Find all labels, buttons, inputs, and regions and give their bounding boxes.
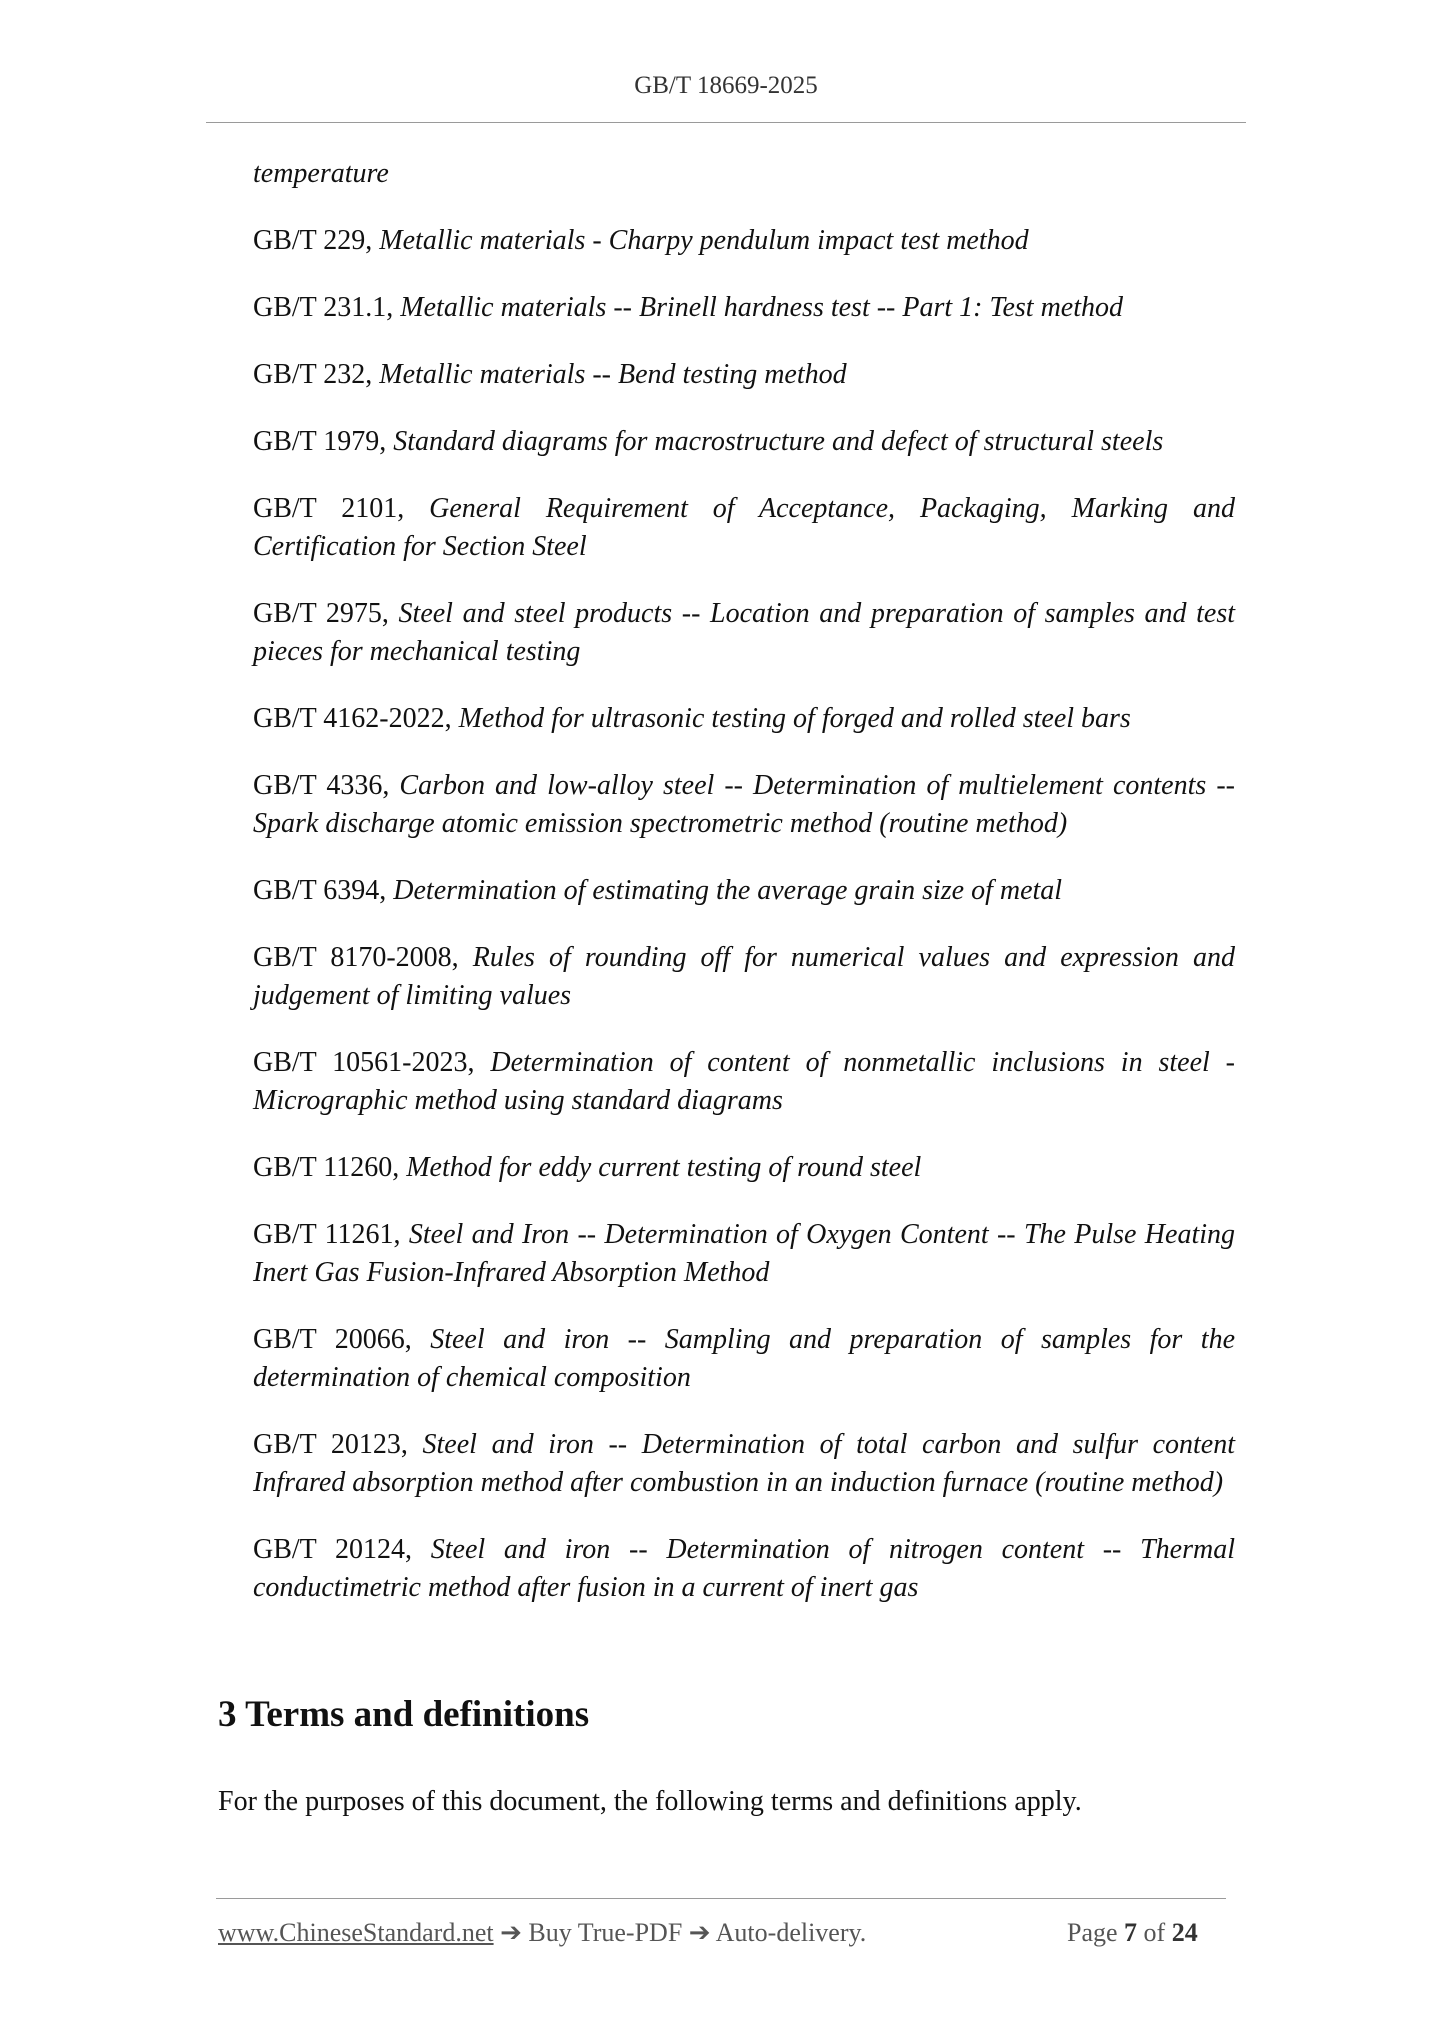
reference-title: Rules of rounding off for numerical values and expression and judgement of limiting values	[253, 942, 1235, 1011]
reference-title: Metallic materials -- Brinell hardness test -- Part 1: Test method	[400, 292, 1124, 323]
reference-entry	[253, 700, 1235, 738]
reference-entry	[253, 423, 1235, 461]
reference-title: Carbon and low-alloy steel -- Determination of multielement contents -- Spark discharge atomic emission spectrometric method (routine method)	[253, 770, 1236, 839]
reference-title: Steel and iron -- Determination of nitrogen content -- Thermal conductimetric method after fusion in a current of inert gas	[253, 1534, 1236, 1603]
reference-code: GB/T 229,	[253, 225, 380, 256]
reference-entry	[253, 289, 1235, 327]
reference-entry	[253, 1149, 1235, 1187]
reference-entry	[253, 1216, 1235, 1292]
reference-entry	[253, 155, 1235, 193]
page-number: 7	[1124, 1918, 1138, 1947]
footer-promo	[218, 1918, 866, 1948]
reference-entry	[253, 356, 1235, 394]
reference-code: GB/T 20123,	[253, 1429, 423, 1460]
header-divider	[206, 122, 1246, 123]
of-label: of	[1137, 1918, 1172, 1947]
reference-title: Metallic materials -- Bend testing method	[379, 359, 847, 390]
arrow-right-icon: ➔	[493, 1918, 529, 1947]
reference-title: Steel and steel products -- Location and preparation of samples and test pieces for mechanical testing	[253, 598, 1236, 667]
page-header: GB/T 18669-2025	[634, 72, 818, 99]
reference-entry	[253, 872, 1235, 910]
footer-divider	[216, 1898, 1226, 1899]
reference-title: temperature	[253, 158, 389, 189]
reference-code: GB/T 231.1,	[253, 292, 401, 323]
reference-title: Method for eddy current testing of round steel	[406, 1152, 922, 1183]
reference-code: GB/T 4162-2022,	[253, 703, 459, 734]
section-paragraph: For the purposes of this document, the following terms and definitions apply.	[218, 1786, 1082, 1817]
reference-entry	[253, 939, 1235, 1015]
reference-code: GB/T 20124,	[253, 1534, 431, 1565]
page-label: Page	[1067, 1918, 1125, 1947]
reference-code: GB/T 2101,	[253, 493, 430, 524]
reference-code: GB/T 1979,	[253, 426, 394, 457]
reference-code: GB/T 8170-2008,	[253, 942, 473, 973]
reference-code: GB/T 2975,	[253, 598, 399, 629]
page-indicator	[1067, 1918, 1198, 1948]
reference-code: GB/T 10561-2023,	[253, 1047, 491, 1078]
page-total: 24	[1171, 1918, 1198, 1947]
reference-code: GB/T 6394,	[253, 875, 394, 906]
reference-entry	[253, 1044, 1235, 1120]
reference-code: GB/T 4336,	[253, 770, 400, 801]
reference-entry	[253, 767, 1235, 843]
reference-title: Standard diagrams for macrostructure and defect of structural steels	[393, 426, 1164, 457]
reference-title: Metallic materials - Charpy pendulum impact test method	[379, 225, 1029, 256]
normative-references-list	[253, 155, 1235, 1636]
reference-entry	[253, 1426, 1235, 1502]
reference-title: Determination of estimating the average grain size of metal	[393, 875, 1063, 906]
reference-entry	[253, 595, 1235, 671]
reference-title: General Requirement of Acceptance, Packaging, Marking and Certification for Section Steel	[253, 493, 1235, 562]
buy-pdf-text: Buy True-PDF	[528, 1918, 683, 1947]
reference-title: Determination of content of nonmetallic inclusions in steel - Micrographic method using standard diagrams	[253, 1047, 1235, 1116]
section-heading: 3 Terms and definitions	[218, 1694, 590, 1735]
reference-code: GB/T 11260,	[253, 1152, 407, 1183]
reference-entry	[253, 490, 1235, 566]
reference-entry	[253, 1531, 1235, 1607]
reference-code: GB/T 20066,	[253, 1324, 431, 1355]
auto-delivery-text: Auto-delivery.	[715, 1918, 867, 1947]
reference-entry	[253, 222, 1235, 260]
reference-title: Steel and iron -- Determination of total carbon and sulfur content Infrared absorption method after combustion in an induction furnace (routine method)	[253, 1429, 1235, 1498]
reference-code: GB/T 232,	[253, 359, 380, 390]
reference-title: Steel and iron -- Sampling and preparation of samples for the determination of chemical composition	[253, 1324, 1235, 1393]
reference-code: GB/T 11261,	[253, 1219, 409, 1250]
website-link[interactable]: www.ChineseStandard.net	[218, 1918, 494, 1947]
reference-title: Steel and Iron -- Determination of Oxygen Content -- The Pulse Heating Inert Gas Fusion-Infrared Absorption Method	[253, 1219, 1236, 1288]
arrow-right-icon: ➔	[682, 1918, 716, 1947]
reference-entry	[253, 1321, 1235, 1397]
reference-title: Method for ultrasonic testing of forged and rolled steel bars	[458, 703, 1131, 734]
